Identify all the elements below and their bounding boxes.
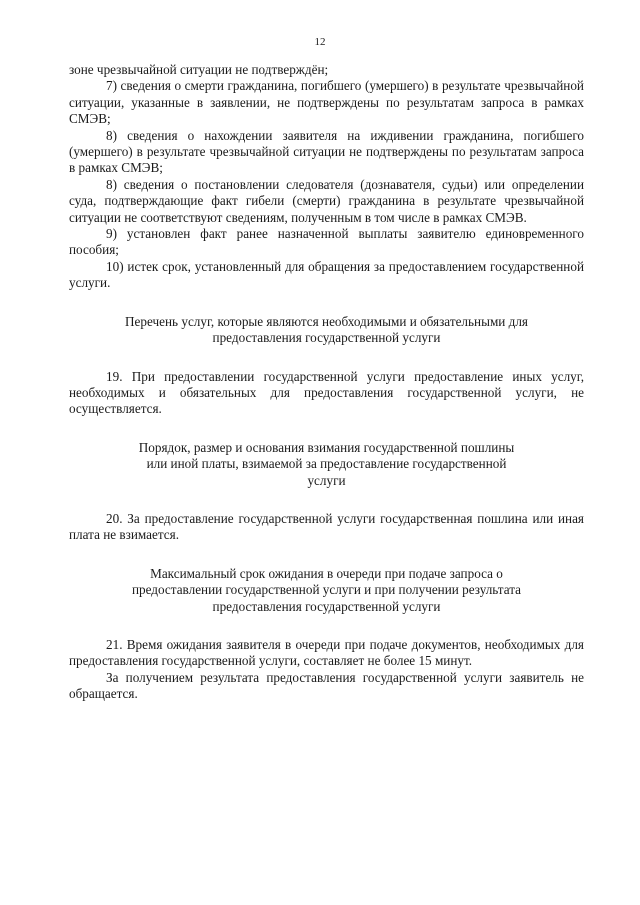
page-number: 12 bbox=[314, 36, 326, 48]
paragraph-item-21-continued: За получением результата предоставления государственной услуги заявитель не обращается. bbox=[69, 669, 584, 702]
section-heading-required-services: Перечень услуг, которые являются необходимыми и обязательными для предоставления государственной услуги bbox=[125, 313, 528, 346]
paragraph-item-20: 20. За предоставление государственной услуги государственная пошлина или иная плата не взимается. bbox=[69, 510, 584, 543]
paragraph-item-10: 10) истек срок, установленный для обращения за предоставлением государственной услуги. bbox=[69, 258, 584, 291]
paragraph-item-7: 7) сведения о смерти гражданина, погибшего (умершего) в результате чрезвычайной ситуации, указанные в заявлении, не подтверждены по результатам запроса в рамках СМЭВ; bbox=[69, 78, 584, 127]
paragraph-item-19: 19. При предоставлении государственной услуги предоставление иных услуг, необходимых и обязательных для предоставления государственной услуги, не осуществляется. bbox=[69, 368, 584, 417]
section-heading-fee: Порядок, размер и основания взимания государственной пошлины или иной платы, взимаемой за предоставление государственной услуги bbox=[138, 439, 515, 488]
paragraph-item-8b: 8) сведения о постановлении следователя (дознавателя, судьи) или определении суда, подтверждающие факт гибели (смерти) гражданина в результате чрезвычайной ситуации не соответствуют сведениям, полученным в том числе в рамках СМЭВ. bbox=[69, 176, 584, 225]
section-heading-queue-time: Максимальный срок ожидания в очереди при подаче запроса о предоставлении государственной услуги и при получении результата предоставления государственной услуги bbox=[131, 565, 522, 614]
document-body bbox=[69, 62, 584, 703]
paragraph-item-8a: 8) сведения о нахождении заявителя на иждивении гражданина, погибшего (умершего) в результате чрезвычайной ситуации не подтверждены по результатам запроса в рамках СМЭВ; bbox=[69, 127, 584, 176]
paragraph-item-9: 9) установлен факт ранее назначенной выплаты заявителю единовременного пособия; bbox=[69, 226, 584, 258]
paragraph-continuation: зоне чрезвычайной ситуации не подтверждён; bbox=[69, 62, 329, 77]
paragraph-item-21: 21. Время ожидания заявителя в очереди при подаче документов, необходимых для предоставления государственной услуги, составляет не более 15 минут. bbox=[69, 636, 584, 669]
